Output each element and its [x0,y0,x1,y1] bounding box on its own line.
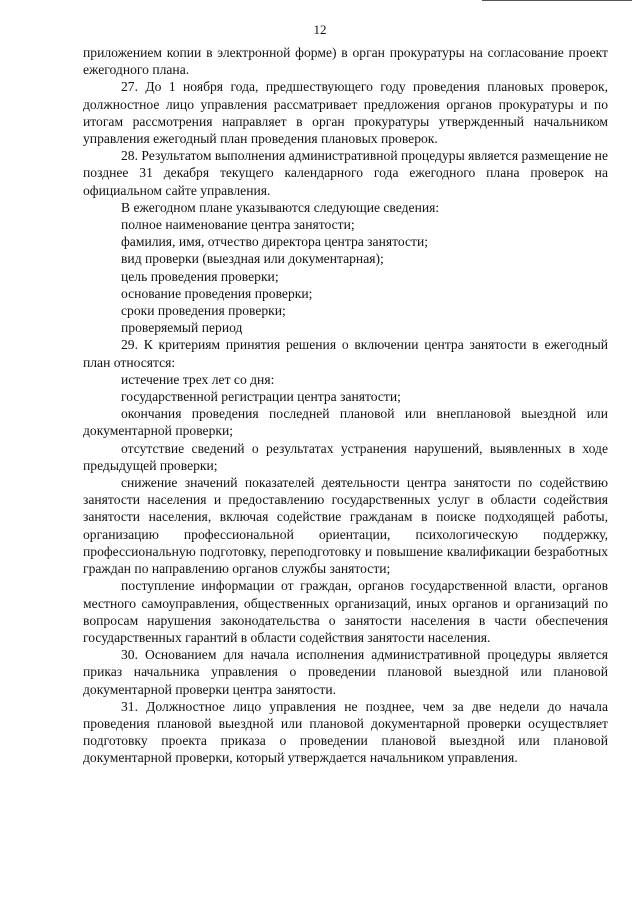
paragraph: 27. До 1 ноября года, предшествующего году проведения плановых проверок, должностное лицо управления рассматривает предложения органов прокуратуры и по итогам рассмотрения направляет в орган прокуратуры утвержденный начальником управления ежегодный план проведения плановых проверок. [83,79,608,147]
list-item: фамилия, имя, отчество директора центра занятости; [121,234,429,250]
top-rule [482,0,632,1]
document-body [83,44,608,767]
paragraph: приложением копии в электронной форме) в орган прокуратуры на согласование проект ежегодного плана. [83,45,608,78]
list-item: вид проверки (выездная или документарная); [121,251,384,267]
paragraph: 29. К критериям принятия решения о включении центра занятости в ежегодный план относятся: [83,337,608,370]
list-item: проверяемый период [121,320,243,336]
page-number: 12 [313,22,327,37]
list-item: цель проведения проверки; [121,268,279,284]
paragraph: 31. Должностное лицо управления не позднее, чем за две недели до начала проведения плановой выездной или плановой документарной проверки осуществляет подготовку проекта приказа о проведении плановой выездной или плановой документарной проверки, который утверждается начальником управления. [83,698,608,766]
paragraph: 28. Результатом выполнения административной процедуры является размещение не позднее 31 декабря текущего календарного года ежегодного плана проверок на официальном сайте управления. [83,148,608,198]
list-item: поступление информации от граждан, органов государственной власти, органов местного самоуправления, общественных организаций, иных органов и организаций по вопросам нарушения законодательства о занятости населения в части обеспечения государственных гарантий в области содействия занятости населения. [83,578,608,645]
list-item: полное наименование центра занятости; [121,217,355,233]
paragraph: 30. Основанием для начала исполнения административной процедуры является приказ начальника управления о проведении плановой выездной или плановой документарной проверки центра занятости. [83,647,608,697]
list-item: отсутствие сведений о результатах устранения нарушений, выявленных в ходе предыдущей проверки; [83,440,608,473]
list-item: снижение значений показателей деятельности центра занятости по содействию занятости населения и предоставлению государственных услуг в области содействия занятости населения, включая содействие гражданам в поиске подходящей работы, организацию профессиональной ориентации, психологическую поддержку, профессиональную подготовку, переподготовку и повышение квалификации безработных граждан по направлению органов службы занятости; [83,475,608,577]
list-item: основание проведения проверки; [121,285,313,301]
list-item: истечение трех лет со дня: [121,371,275,387]
paragraph: В ежегодном плане указываются следующие сведения: [121,199,440,215]
list-item: окончания проведения последней плановой или внеплановой выездной или документарной проверки; [83,406,608,439]
list-item: сроки проведения проверки; [121,303,286,319]
list-item: государственной регистрации центра занятости; [121,389,401,405]
